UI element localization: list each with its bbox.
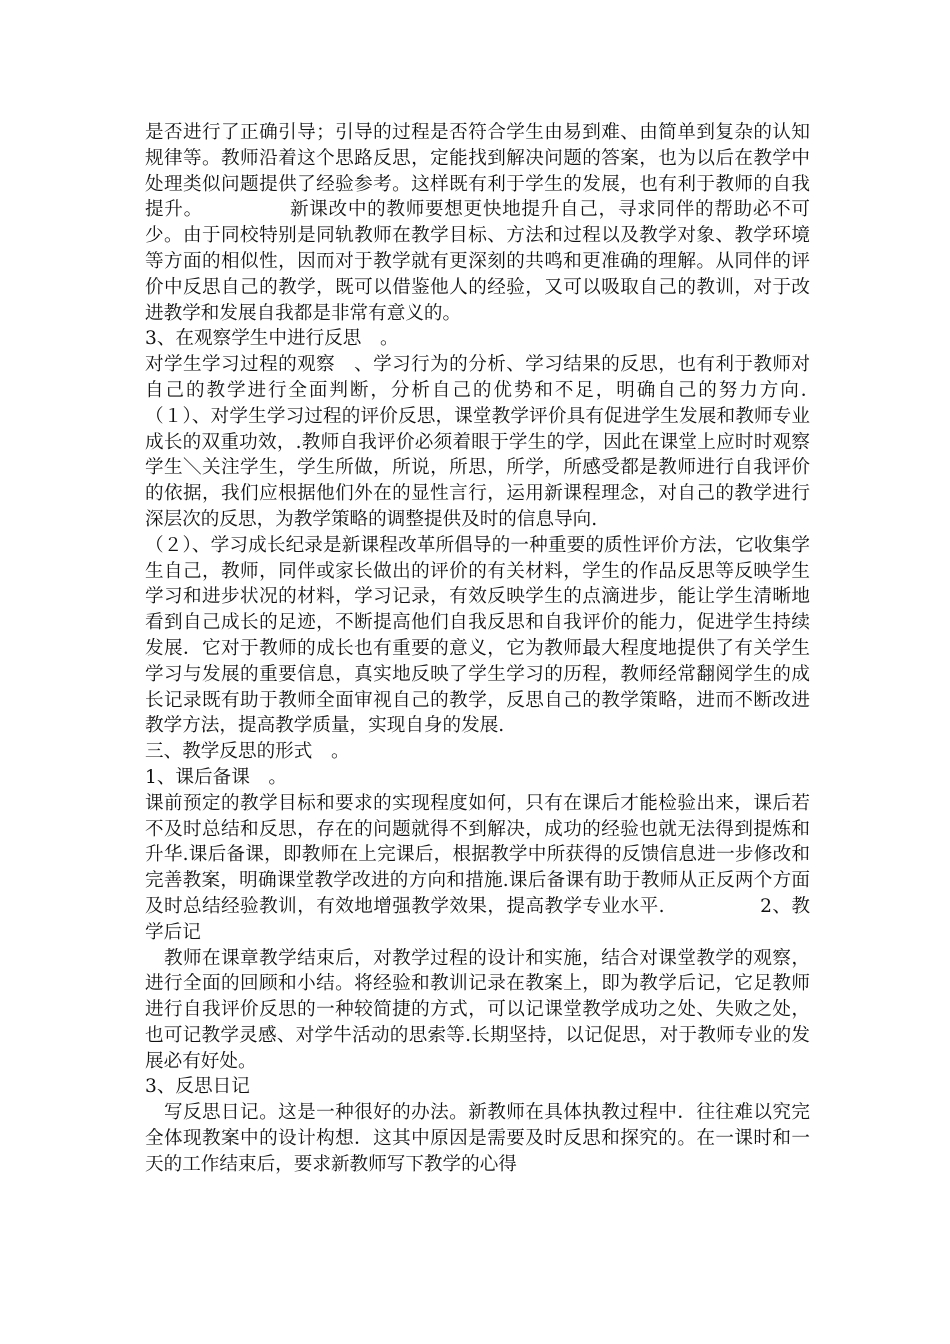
document-page [145, 120, 829, 1178]
paragraph-after-class-prep: 课前预定的教学目标和要求的实现程度如何，只有在课后才能检验出来，课后若不及时总结和反思，存在的问题就得不到解决，成功的经验也就无法得到提炼和升华.课后备课，即教师在上完课后，根据教学中所获得的反馈信息进一步修改和完善教案，明确课堂教学改进的方向和措施.课后备课有助于教师从正反两个方面及时总结经验教训，有效地增强教学效果，提高教学专业水平. 2、教学后记 [145, 792, 810, 943]
heading-after-class-prep: 1、课后备课 。 [145, 766, 287, 788]
paragraph-teaching-postscript: 教师在课章教学结束后，对教学过程的设计和实施，结合对课堂教学的观察，进行全面的回顾和小结。将经验和教训记录在教案上，即为教学后记，它足教师进行自我评价反思的一种较简捷的方式，可以记课堂教学成功之处、失败之处，也可记教学灵感、对学牛活动的思索等.长期坚持，以记促思，对于教师专业的发展必有好处。 [145, 947, 810, 1072]
heading-reflection-forms: 三、教学反思的形式 。 [145, 741, 350, 763]
paragraph-reflection-diary: 写反思日记。这是一种很好的办法。新教师在具体执教过程中．往往难以究完全体现教案中的设计构想．这其中原因是需要及时反思和探究的。在一课时和一天的工作结束后，要求新教师写下教学的心得 [145, 1102, 810, 1175]
heading-reflection-diary: 3、反思日记 [145, 1076, 250, 1098]
paragraph-peer-reflection: 是否进行了正确引导；引导的过程是否符合学生由易到难、由简单到复杂的认知规律等。教师沿着这个思路反思，定能找到解决问题的答案，也为以后在教学中处理类似问题提供了经验参考。这样既有利于学生的发展，也有利于教师的自我提升。 新课改中的教师要想更快地提升自己，寻求同伴的帮助必不可少。由于同校特别是同轨教师在教学目标、方法和过程以及教学对象、教学环境等方面的相似性，因而对于教学就有更深刻的共鸣和更准确的理解。从同伴的评价中反思自己的教学，既可以借鉴他人的经验，又可以吸取自己的教训，对于改进教学和发展自我都是非常有意义的。 [145, 122, 810, 324]
paragraph-growth-record: （２）、学习成长纪录是新课程改革所倡导的一种重要的质性评价方法，它收集学生自己，教师，同伴或家长做出的评价的有关材料，学生的作品反思等反映学生学习和进步状况的材料，学习记录，有效反映学生的点滴进步，能让学生清晰地看到自己成长的足迹，不断提高他们自我反思和自我评价的能力，促进学生持续发展．它对于教师的成长也有重要的意义，它为教师最大程度地提供了有关学生学习与发展的重要信息，真实地反映了学生学习的历程，教师经常翻阅学生的成长记录既有助于教师全面审视自己的教学，反思自己的教学策略，进而不断改进教学方法，提高教学质量，实现自身的发展. [145, 534, 810, 737]
paragraph-learning-observation: 对学生学习过程的观察 、学习行为的分析、学习结果的反思，也有利于教师对自己的教学进行全面判断，分析自己的优势和不足，明确自己的努力方向． （１）、对学生学习过程的评价反思，课堂教学评价具有促进学生发展和教师专业成长的双重功效，.教师自我评价必须着眼于学生的学，因此在课堂上应时时观察学生＼关注学生，学生所做，所说，所思，所学，所感受都是教师进行自我评价的依据，我们应根据他们外在的显性言行，运用新课程理念，对自己的教学进行深层次的反思，为教学策略的调整提供及时的信息导向. [145, 354, 829, 530]
heading-observe-students: 3、在观察学生中进行反思 。 [145, 328, 399, 350]
